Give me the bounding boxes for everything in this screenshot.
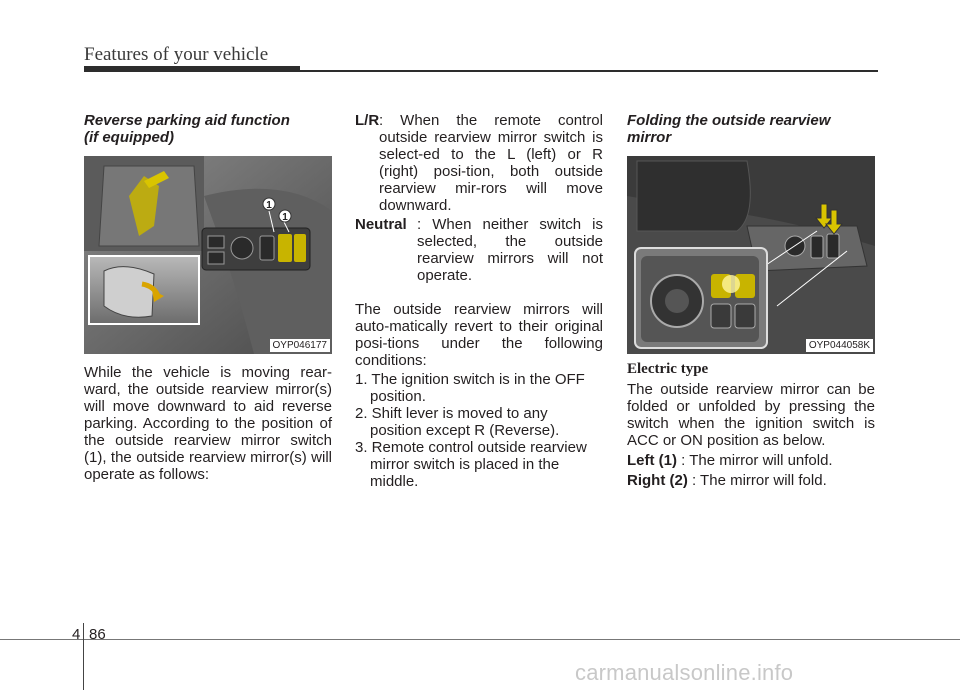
sub-heading-electric: Electric type <box>627 361 709 377</box>
figure-folding-mirror <box>627 156 875 354</box>
section-heading-reverse-parking <box>84 112 332 146</box>
heading-line-2: (if equipped) <box>84 129 174 146</box>
left-item <box>627 452 875 469</box>
page-header-title: Features of your vehicle <box>84 44 269 65</box>
definition-lr <box>355 112 603 214</box>
callout-1b: 1 <box>282 212 288 223</box>
term-left: Left (1) <box>627 452 677 469</box>
section-heading-folding: Folding the outside rearview mirror <box>627 112 831 146</box>
column-3 <box>627 112 875 489</box>
term-neutral: Neutral <box>355 216 407 233</box>
callout-1a: 1 <box>266 200 272 211</box>
column-2 <box>355 112 603 490</box>
term-lr: L/R <box>355 112 380 129</box>
right-item <box>627 472 875 489</box>
paragraph-revert: The outside rearview mirrors will auto-matically revert to their original posi-tions under the following conditions: <box>355 301 603 369</box>
chapter-number: 4 <box>72 626 81 643</box>
left-body: : The mirror will unfold. <box>677 452 833 469</box>
header-rule-thin <box>300 70 878 72</box>
condition-item: 1. The ignition switch is in the OFF position. <box>355 371 585 405</box>
console-switch-illustration <box>84 156 332 354</box>
condition-item: 3. Remote control outside rearview mirror switch is placed in the middle. <box>355 439 587 490</box>
heading-line-1: Reverse parking aid function <box>84 112 290 129</box>
figure-code-label: OYP044058K <box>806 339 873 352</box>
header-rule-thick <box>84 66 300 72</box>
definition-lr-body: : When the remote control outside rearview mirror switch is select-ed to the L (left) or R (right) posi-tion, both outside rearview mir-rors will move downward. <box>379 112 603 214</box>
figure-reverse-parking <box>84 156 332 354</box>
condition-item: 2. Shift lever is moved to any position except R (Reverse). <box>355 405 560 439</box>
term-right: Right (2) <box>627 472 688 489</box>
footer-divider <box>83 623 84 690</box>
right-body: : The mirror will fold. <box>687 472 827 489</box>
page-number: 86 <box>89 626 106 643</box>
column-1 <box>84 112 332 483</box>
paragraph-folding: The outside rearview mirror can be folded or unfolded by pressing the switch when the ignition switch is ACC or ON position as below. <box>627 381 875 449</box>
paragraph-reverse-parking: While the vehicle is moving rear-ward, the outside rearview mirror(s) will move downward to aid reverse parking. According to the position of the outside rearview mirror switch (1), the outside rearview mirror(s) will operate as follows: <box>84 364 332 483</box>
figure-code-label: OYP046177 <box>270 339 331 352</box>
definition-neutral <box>355 216 603 284</box>
definition-neutral-body: : When neither switch is selected, the outside rearview mirrors will not operate. <box>417 216 603 284</box>
footer-rule <box>0 639 960 640</box>
folding-switch-illustration <box>627 156 875 354</box>
watermark-text: carmanualsonline.info <box>575 660 794 685</box>
